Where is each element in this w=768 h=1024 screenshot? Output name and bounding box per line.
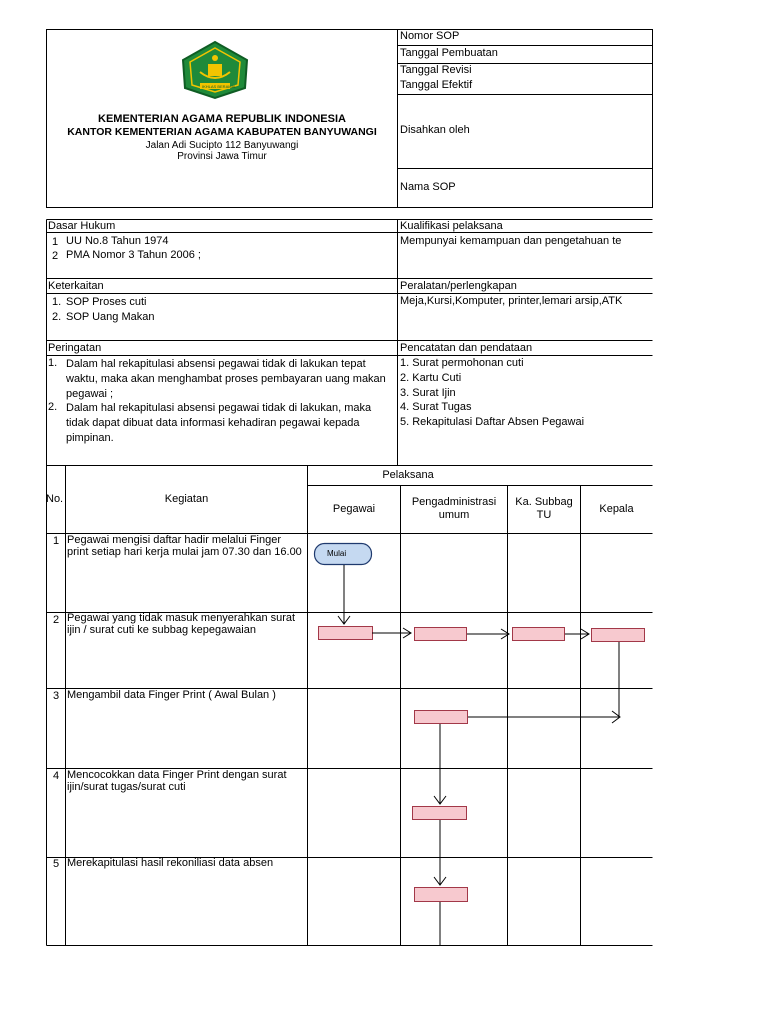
dasar-hukum-num-2: 2 xyxy=(52,250,59,262)
actor-pegawai: Pegawai xyxy=(332,503,376,515)
kualifikasi-title: Kualifikasi pelaksana xyxy=(400,220,503,232)
step-num-5: 5 xyxy=(53,858,60,870)
dasar-hukum-item-1: UU No.8 Tahun 1974 xyxy=(66,235,169,247)
process-box-admin-step5 xyxy=(415,888,468,902)
step-text-4: Mencocokkan data Finger Print dengan surat ijin/surat tugas/surat cuti xyxy=(67,769,287,793)
process-box-admin-step4 xyxy=(413,807,467,820)
col-header-no: No. xyxy=(46,493,64,505)
step-text-1: Pegawai mengisi daftar hadir melalui Finger print setiap hari kerja mulai jam 07.30 dan 16.00 xyxy=(67,534,302,558)
keterkaitan-num-1: 1. xyxy=(52,296,62,308)
label-tanggal-revisi: Tanggal Revisi xyxy=(400,64,472,76)
pencatatan-item-3: 3. Surat Ijin xyxy=(400,387,456,399)
org-address-line2: Provinsi Jawa Timur xyxy=(177,151,267,162)
logo-caption: IKHLAS BERAMAL xyxy=(202,84,237,89)
label-tanggal-efektif: Tanggal Efektif xyxy=(400,79,473,91)
flowchart xyxy=(315,544,645,946)
process-box-admin-step3 xyxy=(415,711,468,724)
pencatatan-item-1: 1. Surat permohonan cuti xyxy=(400,357,524,369)
keterkaitan-title: Keterkaitan xyxy=(48,280,104,292)
org-name-line2: KANTOR KEMENTERIAN AGAMA KABUPATEN BANYUWANGI xyxy=(67,126,377,138)
keterkaitan-item-1: SOP Proses cuti xyxy=(66,296,147,308)
pencatatan-item-5: 5. Rekapitulasi Daftar Absen Pegawai xyxy=(400,416,585,428)
label-nomor-sop: Nomor SOP xyxy=(400,30,460,42)
actor-pengadministrasi-umum: Pengadministrasi umum xyxy=(411,496,497,521)
step-num-4: 4 xyxy=(53,770,60,782)
org-address-line1: Jalan Adi Sucipto 112 Banyuwangi xyxy=(145,140,299,151)
step-num-3: 3 xyxy=(53,690,60,702)
pencatatan-item-4: 4. Surat Tugas xyxy=(400,401,472,413)
peringatan-title: Peringatan xyxy=(48,342,102,354)
process-box-admin-step2 xyxy=(415,628,467,641)
label-disahkan-oleh: Disahkan oleh xyxy=(400,124,470,136)
keterkaitan-num-2: 2. xyxy=(52,311,62,323)
process-box-subbag-step2 xyxy=(513,628,565,641)
kualifikasi-text: Mempunyai kemampuan dan pengetahuan te xyxy=(400,235,622,247)
org-name-line1: KEMENTERIAN AGAMA REPUBLIK INDONESIA xyxy=(98,113,346,125)
peralatan-text: Meja,Kursi,Komputer, printer,lemari arsip,ATK xyxy=(400,295,623,307)
label-tanggal-pembuatan: Tanggal Pembuatan xyxy=(400,47,498,59)
peringatan-num-2: 2. xyxy=(48,401,58,413)
step-text-3: Mengambil data Finger Print ( Awal Bulan ) xyxy=(67,689,276,701)
peringatan-item-1: Dalam hal rekapitulasi absensi pegawai tidak di lakukan tepat waktu, maka akan menghambat proses pembayaran uang makan pegawai ; xyxy=(66,358,386,400)
process-box-pegawai-step2 xyxy=(319,627,373,640)
peringatan-num-1: 1. xyxy=(48,357,58,369)
step-num-1: 1 xyxy=(53,535,60,547)
step-text-2: Pegawai yang tidak masuk menyerahkan surat ijin / surat cuti ke subbag kepegawaian xyxy=(67,612,296,636)
process-box-kepala-step2 xyxy=(592,629,645,642)
keterkaitan-item-2: SOP Uang Makan xyxy=(66,311,155,323)
label-nama-sop: Nama SOP xyxy=(400,181,456,193)
dasar-hukum-title: Dasar Hukum xyxy=(48,220,116,232)
col-header-kegiatan: Kegiatan xyxy=(164,493,209,505)
dasar-hukum-item-2: PMA Nomor 3 Tahun 2006 ; xyxy=(66,249,201,261)
dasar-hukum-num-1: 1 xyxy=(52,236,59,248)
actor-ka-subbag-tu: Ka. Subbag TU xyxy=(515,496,573,521)
pencatatan-title: Pencatatan dan pendataan xyxy=(400,342,533,354)
col-header-pelaksana: Pelaksana xyxy=(382,469,434,481)
ministry-logo-icon xyxy=(183,42,247,98)
pencatatan-item-2: 2. Kartu Cuti xyxy=(400,372,462,384)
step-text-5: Merekapitulasi hasil rekoniliasi data absen xyxy=(67,857,274,869)
peralatan-title: Peralatan/perlengkapan xyxy=(400,280,517,292)
peringatan-item-2: Dalam hal rekapitulasi absensi pegawai tidak di lakukan, maka tidak dapat dibuat data informasi kehadiran pegawai kepada pimpinan. xyxy=(66,402,372,444)
actor-kepala: Kepala xyxy=(599,503,634,515)
start-label: Mulai xyxy=(327,549,347,558)
step-num-2: 2 xyxy=(53,614,60,626)
